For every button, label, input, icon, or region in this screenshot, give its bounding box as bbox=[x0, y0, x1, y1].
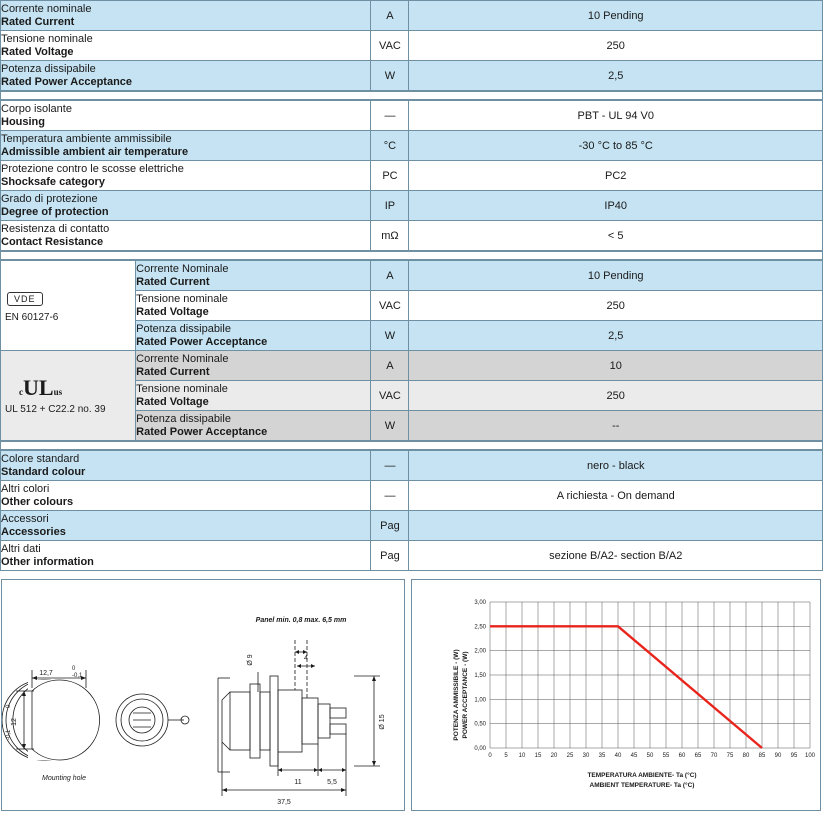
table-row bbox=[1, 191, 823, 221]
label-en: Degree of protection bbox=[1, 205, 109, 218]
chart-xtick: 30 bbox=[582, 753, 590, 759]
label-en: Rated Power Acceptance bbox=[136, 425, 268, 438]
spec-label-cell bbox=[136, 321, 371, 351]
spec-label-cell bbox=[1, 61, 371, 91]
table-row bbox=[1, 221, 823, 251]
chart-xtick: 85 bbox=[758, 753, 766, 759]
spec-value-cell: -- bbox=[409, 411, 823, 441]
spec-label-cell bbox=[1, 161, 371, 191]
ul-mark-icon: cULus bbox=[19, 374, 63, 400]
chart-xtick: 40 bbox=[614, 753, 622, 759]
spec-value-cell: 10 Pending bbox=[409, 261, 823, 291]
dim-55: 5,5 bbox=[327, 779, 337, 786]
spec-unit-cell: Pag bbox=[371, 541, 409, 571]
chart-xtick: 50 bbox=[646, 753, 654, 759]
spec-label-cell bbox=[136, 351, 371, 381]
spec-unit-cell: W bbox=[371, 411, 409, 441]
spec-unit-cell: Pag bbox=[371, 511, 409, 541]
dim-width-tol-top: 0 bbox=[72, 666, 76, 672]
chart-ytick: 1,00 bbox=[474, 697, 486, 704]
chart-xtick: 75 bbox=[726, 753, 734, 759]
spec-label-cell bbox=[136, 261, 371, 291]
chart-ytick: 2,50 bbox=[474, 624, 486, 631]
spec-label-cell bbox=[1, 541, 371, 571]
chart-xtick: 90 bbox=[774, 753, 782, 759]
chart-xtick: 35 bbox=[598, 753, 606, 759]
label-it: Grado di protezione bbox=[1, 192, 98, 205]
spec-label-cell bbox=[1, 31, 371, 61]
spec-unit-cell: VAC bbox=[371, 291, 409, 321]
table-row bbox=[1, 31, 823, 61]
chart-xtick: 95 bbox=[790, 753, 798, 759]
label-en: Rated Current bbox=[136, 365, 210, 378]
spec-label-cell bbox=[1, 131, 371, 161]
label-en: Accessories bbox=[1, 525, 66, 538]
spec-unit-cell: — bbox=[371, 101, 409, 131]
label-it: Tensione nominale bbox=[1, 32, 93, 45]
chart-xtick: 20 bbox=[550, 753, 558, 759]
label-it: Resistenza di contatto bbox=[1, 222, 110, 235]
spec-value-cell: nero - black bbox=[409, 451, 823, 481]
chart-xtick: 15 bbox=[534, 753, 542, 759]
spec-value-cell: 2,5 bbox=[409, 321, 823, 351]
spec-label-cell bbox=[1, 481, 371, 511]
spec-unit-cell: W bbox=[371, 61, 409, 91]
vde-mark-icon: VDE bbox=[7, 292, 43, 306]
spec-unit-cell: VAC bbox=[371, 31, 409, 61]
chart-xtick: 60 bbox=[678, 753, 686, 759]
label-it: Tensione nominale bbox=[136, 382, 228, 395]
spec-unit-cell: PC bbox=[371, 161, 409, 191]
label-it: Tensione nominale bbox=[136, 292, 228, 305]
spec-label-cell bbox=[1, 221, 371, 251]
dim-height: 12 bbox=[11, 718, 18, 726]
label-en: Shocksafe category bbox=[1, 175, 105, 188]
dim-height-tol-top: 0 bbox=[6, 704, 12, 708]
spec-unit-cell: A bbox=[371, 261, 409, 291]
bottom-panels bbox=[0, 579, 823, 811]
gap-1 bbox=[0, 91, 823, 100]
technical-drawing-panel bbox=[1, 579, 405, 811]
table-row bbox=[1, 1, 823, 31]
label-en: Rated Voltage bbox=[136, 395, 209, 408]
label-en: Rated Voltage bbox=[1, 45, 74, 58]
gap-3 bbox=[0, 441, 823, 450]
spec-label-cell bbox=[136, 291, 371, 321]
dim-thread: Ø 9 bbox=[247, 654, 254, 666]
approval-standard-caption: UL 512 + C22.2 no. 39 bbox=[5, 403, 106, 415]
chart-xtick: 0 bbox=[488, 753, 492, 759]
technical-drawing-svg bbox=[2, 580, 404, 810]
chart-ylabel-it: POTENZA AMMISSIBILE - (W) bbox=[453, 649, 460, 741]
dim-diam15: Ø 15 bbox=[379, 714, 386, 730]
rated-values-table bbox=[0, 0, 823, 91]
label-it: Colore standard bbox=[1, 452, 80, 465]
spec-value-cell bbox=[409, 511, 823, 541]
spec-label-cell bbox=[1, 511, 371, 541]
table-row bbox=[1, 261, 823, 291]
panel-note: Panel min. 0,8 max. 6,5 mm bbox=[255, 617, 347, 624]
chart-xtick: 55 bbox=[662, 753, 670, 759]
label-en: Rated Current bbox=[136, 275, 210, 288]
label-it: Altri colori bbox=[1, 482, 50, 495]
chart-xtick: 45 bbox=[630, 753, 638, 759]
chart-xtick: 5 bbox=[504, 753, 508, 759]
chart-xtick: 70 bbox=[710, 753, 718, 759]
table-row bbox=[1, 541, 823, 571]
dim-11: 11 bbox=[294, 779, 302, 786]
label-en: Rated Power Acceptance bbox=[136, 335, 268, 348]
label-en: Contact Resistance bbox=[1, 235, 104, 248]
spec-value-cell: sezione B/A2- section B/A2 bbox=[409, 541, 823, 571]
table-row bbox=[1, 351, 823, 381]
spec-label-cell bbox=[1, 1, 371, 31]
housing-table bbox=[0, 100, 823, 251]
chart-ylabel-en: POWER ACCEPTANCE - (W) bbox=[462, 651, 469, 739]
gap-2 bbox=[0, 251, 823, 260]
spec-value-cell: 10 Pending bbox=[409, 1, 823, 31]
approvals-table bbox=[0, 260, 823, 441]
derating-chart-panel bbox=[411, 579, 821, 811]
spec-unit-cell: mΩ bbox=[371, 221, 409, 251]
label-it: Corpo isolante bbox=[1, 102, 72, 115]
spec-unit-cell: — bbox=[371, 451, 409, 481]
derating-chart-svg bbox=[412, 580, 820, 810]
mounting-hole-label: Mounting hole bbox=[42, 775, 86, 782]
spec-label-cell bbox=[136, 381, 371, 411]
spec-value-cell: IP40 bbox=[409, 191, 823, 221]
spec-label-cell bbox=[1, 101, 371, 131]
label-en: Other colours bbox=[1, 495, 74, 508]
chart-ytick: 1,50 bbox=[474, 673, 486, 679]
chart-ytick: 3,00 bbox=[474, 600, 486, 606]
label-it: Accessori bbox=[1, 512, 49, 525]
chart-xlabel-it: TEMPERATURA AMBIENTE- Ta (°C) bbox=[587, 772, 697, 779]
label-it: Potenza dissipabile bbox=[136, 412, 231, 425]
spec-label-cell bbox=[1, 191, 371, 221]
chart-ytick: 0,00 bbox=[474, 746, 486, 752]
chart-xtick: 10 bbox=[518, 753, 526, 759]
dim-375: 37,5 bbox=[277, 799, 291, 806]
dim-4: 4 bbox=[304, 655, 308, 662]
table-row bbox=[1, 131, 823, 161]
spec-label-cell bbox=[1, 451, 371, 481]
chart-xtick: 100 bbox=[804, 753, 816, 759]
label-en: Rated Voltage bbox=[136, 305, 209, 318]
spec-unit-cell: IP bbox=[371, 191, 409, 221]
label-en: Rated Current bbox=[1, 15, 75, 28]
label-it: Protezione contro le scosse elettriche bbox=[1, 162, 184, 175]
colours-table bbox=[0, 450, 823, 571]
approval-badge-cell bbox=[1, 351, 136, 441]
table-row bbox=[1, 451, 823, 481]
label-it: Altri dati bbox=[1, 542, 41, 555]
label-it: Temperatura ambiente ammissibile bbox=[1, 132, 172, 145]
dim-width: 12,7 bbox=[39, 670, 53, 677]
label-it: Potenza dissipabile bbox=[1, 62, 96, 75]
spec-value-cell: < 5 bbox=[409, 221, 823, 251]
label-it: Corrente nominale bbox=[1, 2, 92, 15]
spec-value-cell: A richiesta - On demand bbox=[409, 481, 823, 511]
table-row bbox=[1, 511, 823, 541]
spec-value-cell: 10 bbox=[409, 351, 823, 381]
spec-value-cell: -30 °C to 85 °C bbox=[409, 131, 823, 161]
dim-width-tol-bottom: -0,1 bbox=[72, 673, 83, 679]
chart-xlabel-en: AMBIENT TEMPERATURE- Ta (°C) bbox=[589, 782, 695, 789]
spec-unit-cell: — bbox=[371, 481, 409, 511]
spec-unit-cell: A bbox=[371, 1, 409, 31]
spec-value-cell: 250 bbox=[409, 31, 823, 61]
chart-ytick: 2,00 bbox=[474, 648, 486, 655]
label-it: Corrente Nominale bbox=[136, 352, 229, 365]
chart-xtick: 65 bbox=[694, 753, 702, 759]
label-it: Corrente Nominale bbox=[136, 262, 229, 275]
spec-value-cell: 2,5 bbox=[409, 61, 823, 91]
label-it: Potenza dissipabile bbox=[136, 322, 231, 335]
spec-unit-cell: VAC bbox=[371, 381, 409, 411]
approval-badge-cell bbox=[1, 261, 136, 351]
spec-label-cell bbox=[136, 411, 371, 441]
chart-series-line bbox=[490, 626, 762, 748]
table-row bbox=[1, 481, 823, 511]
chart-xtick: 80 bbox=[742, 753, 750, 759]
spec-value-cell: 250 bbox=[409, 381, 823, 411]
approval-standard-caption: EN 60127-6 bbox=[5, 311, 59, 323]
table-row bbox=[1, 101, 823, 131]
spec-value-cell: PBT - UL 94 V0 bbox=[409, 101, 823, 131]
chart-xtick: 25 bbox=[566, 753, 574, 759]
label-en: Other information bbox=[1, 555, 94, 568]
label-en: Housing bbox=[1, 115, 45, 128]
label-en: Standard colour bbox=[1, 465, 86, 478]
label-en: Rated Power Acceptance bbox=[1, 75, 133, 88]
chart-ytick: 0,50 bbox=[474, 721, 486, 728]
spec-unit-cell: A bbox=[371, 351, 409, 381]
table-row bbox=[1, 61, 823, 91]
label-en: Admissible ambient air temperature bbox=[1, 145, 189, 158]
spec-value-cell: 250 bbox=[409, 291, 823, 321]
dim-height-tol-bottom: -0,1 bbox=[6, 729, 12, 740]
spec-value-cell: PC2 bbox=[409, 161, 823, 191]
spec-unit-cell: °C bbox=[371, 131, 409, 161]
table-row bbox=[1, 161, 823, 191]
spec-unit-cell: W bbox=[371, 321, 409, 351]
